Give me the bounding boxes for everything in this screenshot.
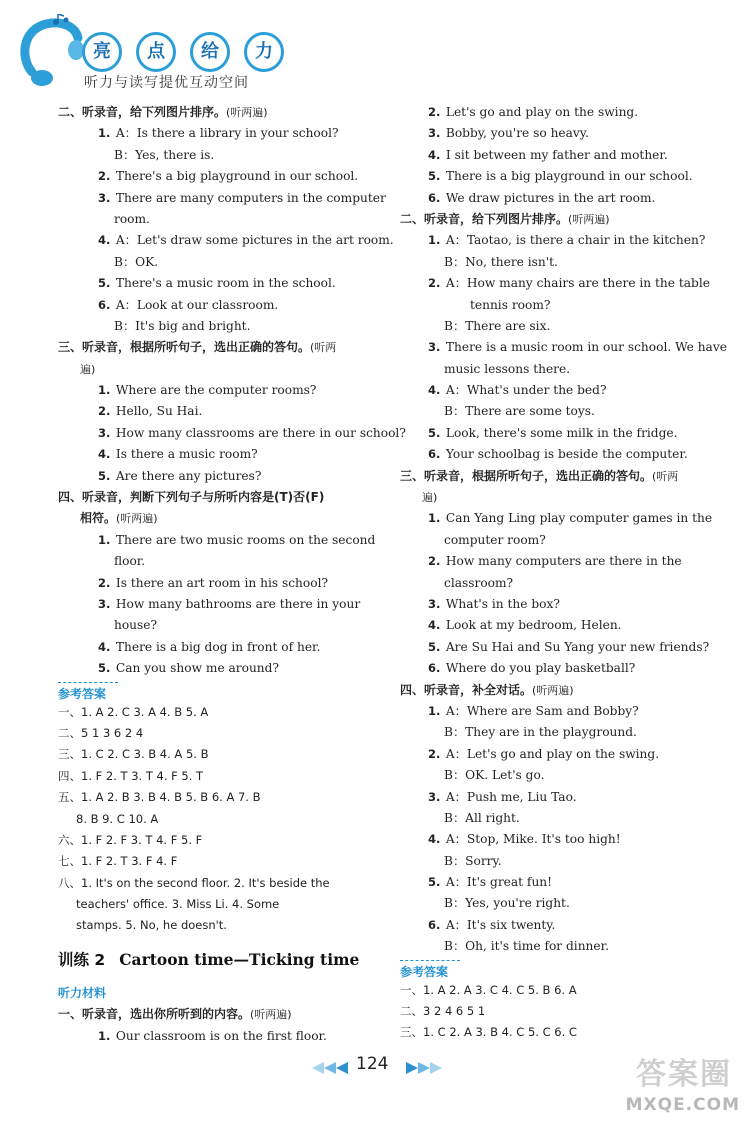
section-heading: 二、听录音，给下列图片排序。(听两遍) [58,105,268,119]
section-heading: 四、听录音，补全对话。(听两遍) [400,682,574,697]
list-item-line: B：OK. [114,254,159,269]
list-item: 6. A：It's six twenty. [428,917,556,932]
answer-line: 三、1. C 2. A 3. B 4. C 5. C 6. C [400,1025,577,1040]
list-item-line: B：It's big and bright. [114,318,251,333]
listening-material-heading: 听力材料 [58,985,107,1000]
brand-char: 力 [244,32,284,72]
list-item-line: B：They are in the playground. [444,725,637,740]
list-item: 1. Can Yang Ling play computer games in the [428,511,713,526]
right-column [400,102,727,1044]
brand-subtitle: 听力与读写提优互动空间 [84,75,249,91]
list-item: 3. How many classrooms are there in our school? [98,425,406,440]
list-item: 2. A：How many chairs are there in the table [428,276,710,291]
section-heading: 二、听录音，给下列图片排序。(听两遍) [400,211,610,226]
training-title: 训练 2 Cartoon time—Ticking time [58,949,360,969]
section-heading: 三、听录音，根据所听句子，选出正确的答句。(听两 [400,468,679,483]
list-item: 3. There are many computers in the computer [98,190,386,205]
answer-line: 二、5 1 3 6 2 4 [58,725,144,740]
double-arrow-right-icon [404,1060,444,1076]
list-item: 1. There are two music rooms on the second [98,532,376,547]
list-item-line: B：Oh, it's time for dinner. [444,939,609,954]
list-item-line: B：No, there isn't. [444,254,558,269]
list-item-line: B：Yes, you're right. [444,896,570,911]
watermark-url: MXQE.COM [625,1095,740,1115]
section-heading: 四、听录音，判断下列句子与所听内容是(T)否(F) [58,490,325,505]
list-item: 1. Our classroom is on the first floor. [98,1028,327,1043]
list-item-line: B：Yes, there is. [114,147,215,162]
answer-line: stamps. 5. No, he doesn't. [76,918,227,933]
list-item: 5. A：It's great fun! [428,875,553,890]
list-item-line: B：There are six. [444,318,551,333]
list-item: 4. Is there a music room? [98,447,258,462]
list-item: 2. Hello, Su Hai. [98,404,203,419]
list-item: 5. There's a music room in the school. [98,276,336,291]
answer-line: 二、3 2 4 6 5 1 [400,1004,486,1019]
section-heading-cont: 遍) [422,491,438,505]
section-heading-cont: 相符。(听两遍) [80,511,158,526]
list-item: 5. There is a big playground in our school. [428,169,693,184]
answer-line: 一、1. A 2. C 3. A 4. B 5. A [58,704,209,719]
list-item: 3. A：Push me, Liu Tao. [428,789,577,804]
list-item: 3. How many bathrooms are there in your [98,596,361,611]
answer-line: 七、1. F 2. T 3. F 4. F [58,854,178,869]
list-item: 4. I sit between my father and mother. [428,147,668,162]
list-item: 6. A：Look at our classroom. [98,297,279,312]
list-item: 5. Are Su Hai and Su Yang your new friends? [428,639,710,654]
brand-char: 亮 [82,32,122,72]
list-item-line: room. [114,211,150,226]
list-item-line: B：Sorry. [444,853,502,868]
answers-heading: 参考答案 [400,960,460,980]
list-item: 5. Look, there's some milk in the fridge. [428,425,678,440]
watermark [594,1055,744,1121]
left-column [58,102,406,1047]
list-item-line: classroom? [444,575,514,590]
answer-line: 五、1. A 2. B 3. B 4. B 5. B 6. A 7. B [58,790,261,805]
list-item-line: B：All right. [444,810,520,825]
list-item: 4. A：Stop, Mike. It's too high! [428,832,621,847]
answer-line: 一、1. A 2. A 3. C 4. C 5. B 6. A [400,982,577,997]
list-item-line: computer room? [444,532,546,547]
list-item: 5. Are there any pictures? [98,468,262,483]
list-item-line: house? [114,618,158,633]
answer-line: 四、1. F 2. T 3. T 4. F 5. T [58,768,204,783]
list-item: 6. Where do you play basketball? [428,661,636,676]
section-heading: 三、听录音，根据所听句子，选出正确的答句。(听两 [58,340,337,355]
brand-title [82,32,284,72]
list-item: 1. A：Where are Sam and Bobby? [428,703,639,718]
list-item: 2. A：Let's go and play on the swing. [428,746,660,761]
answer-line: teachers' office. 3. Miss Li. 4. Some [76,897,280,912]
page-header [0,0,750,100]
list-item: 6. We draw pictures in the art room. [428,190,656,205]
section-heading-cont: 遍) [80,362,96,376]
watermark-logo-text: 答案圈 [636,1057,732,1092]
double-arrow-left-icon [310,1060,350,1076]
list-item-line: B：There are some toys. [444,404,595,419]
headphones-logo-icon [18,14,88,94]
brand-char: 点 [136,32,176,72]
section-heading: 一、听录音，选出你所听到的内容。(听两遍) [58,1007,292,1022]
brand-char: 给 [190,32,230,72]
list-item-line: music lessons there. [444,361,571,376]
list-item: 4. A：Let's draw some pictures in the art room. [98,233,394,248]
list-item-line: B：OK. Let's go. [444,768,545,783]
answer-line: 六、1. F 2. F 3. T 4. F 5. F [58,832,203,847]
list-item: 2. There's a big playground in our school. [98,169,359,184]
list-item: 1. A：Taotao, is there a chair in the kitchen? [428,233,706,248]
list-item: 3. There is a music room in our school. We have [428,340,727,355]
answer-line: 三、1. C 2. C 3. B 4. A 5. B [58,747,209,762]
list-item: 4. There is a big dog in front of her. [98,639,321,654]
list-item-line: tennis room? [470,297,551,312]
list-item: 6. Your schoolbag is beside the computer. [428,447,688,462]
list-item: 4. Look at my bedroom, Helen. [428,618,622,633]
page-number: 124 [356,1054,389,1074]
list-item: 2. Let's go and play on the swing. [428,105,639,119]
list-item: 5. Can you show me around? [98,661,279,676]
answer-line: 八、1. It's on the second floor. 2. It's beside the [58,875,330,890]
answers-heading: 参考答案 [58,682,118,702]
list-item: 1. Where are the computer rooms? [98,383,317,398]
list-item-line: floor. [114,554,146,569]
list-item: 3. What's in the box? [428,596,560,611]
list-item: 2. Is there an art room in his school? [98,575,329,590]
list-item: 2. How many computers are there in the [428,554,682,569]
list-item: 4. A：What's under the bed? [428,383,607,398]
answer-line: 8. B 9. C 10. A [76,811,159,826]
list-item: 3. Bobby, you're so heavy. [428,126,589,141]
list-item: 1. A：Is there a library in your school? [98,126,339,141]
